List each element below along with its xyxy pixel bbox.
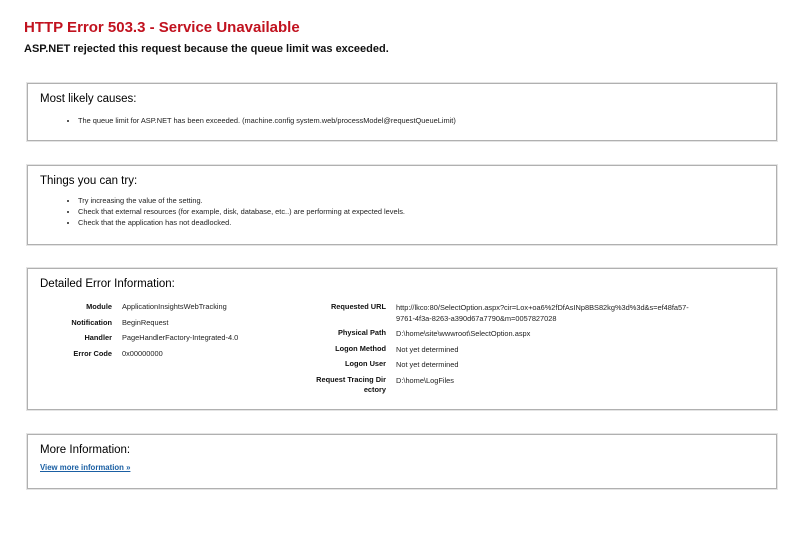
- table-row: [54, 349, 302, 365]
- error-code-value: 0x00000000: [122, 349, 163, 359]
- table-row: [306, 359, 766, 375]
- logon-user-label: Logon User: [344, 359, 386, 369]
- details-heading: Detailed Error Information:: [40, 278, 175, 290]
- request-tracing-label-line-2: ectory: [363, 385, 386, 395]
- requested-url-line-1: http://lkco:80/SelectOption.aspx?cir=Lox+oa6%2fDfAsINp8BS82kg%3d%3d&s=ef48fa57-: [396, 303, 689, 312]
- list-item: • Check that external resources (for example, disk, database, etc..) are performing at expected levels.: [78, 206, 405, 217]
- logon-method-label: Logon Method: [335, 343, 386, 353]
- table-row: [54, 318, 302, 334]
- requested-url-line-2: 9761-4f3a-8263-a390d67a7790&m=0057827028: [396, 314, 557, 323]
- request-tracing-value: D:\home\LogFiles: [396, 376, 454, 386]
- notification-value: BeginRequest: [122, 317, 169, 327]
- requested-url-label: Requested URL: [330, 302, 386, 311]
- error-code-label: Error Code: [73, 349, 112, 359]
- list-item: • Check that the application has not deadlocked.: [78, 217, 405, 228]
- table-row: [54, 302, 302, 318]
- details-right-table: [306, 302, 766, 395]
- table-row: [306, 302, 766, 328]
- page-subtitle: ASP.NET rejected this request because the queue limit was exceeded.: [24, 43, 389, 55]
- more-info-heading: More Information:: [40, 444, 131, 456]
- table-row: [306, 344, 766, 360]
- try-heading: Things you can try:: [40, 175, 138, 187]
- logon-method-value: Not yet determined: [396, 344, 459, 354]
- handler-value: PageHandlerFactory-Integrated-4.0: [122, 333, 239, 343]
- table-row: [54, 333, 302, 349]
- module-label: Module: [86, 302, 112, 311]
- requested-url-value: [396, 302, 766, 328]
- physical-path-value: D:\home\site\wwwroot\SelectOption.aspx: [396, 329, 531, 338]
- causes-section: [27, 83, 777, 141]
- details-section: [27, 268, 777, 410]
- view-more-information-link[interactable]: View more information »: [40, 463, 131, 472]
- try-list: [64, 195, 405, 228]
- details-left-table: [54, 302, 302, 365]
- request-tracing-label-line-1: Request Tracing Dir: [316, 375, 386, 385]
- list-item: • The queue limit for ASP.NET has been exceeded. (machine.config system.web/processModel@requestQueueLimit): [78, 115, 456, 126]
- table-row: [306, 328, 766, 344]
- causes-list: [64, 115, 456, 126]
- table-row: [306, 375, 766, 395]
- module-value: ApplicationInsightsWebTracking: [122, 302, 227, 311]
- try-section: [27, 165, 777, 245]
- more-info-section: [27, 434, 777, 489]
- notification-label: Notification: [71, 317, 112, 327]
- list-item: • Try increasing the value of the setting.: [78, 195, 405, 206]
- request-tracing-label: [306, 375, 396, 395]
- handler-label: Handler: [84, 333, 112, 343]
- causes-heading: Most likely causes:: [40, 93, 137, 105]
- page-title: HTTP Error 503.3 - Service Unavailable: [24, 19, 300, 36]
- logon-user-value: Not yet determined: [396, 360, 459, 370]
- physical-path-label: Physical Path: [337, 328, 386, 337]
